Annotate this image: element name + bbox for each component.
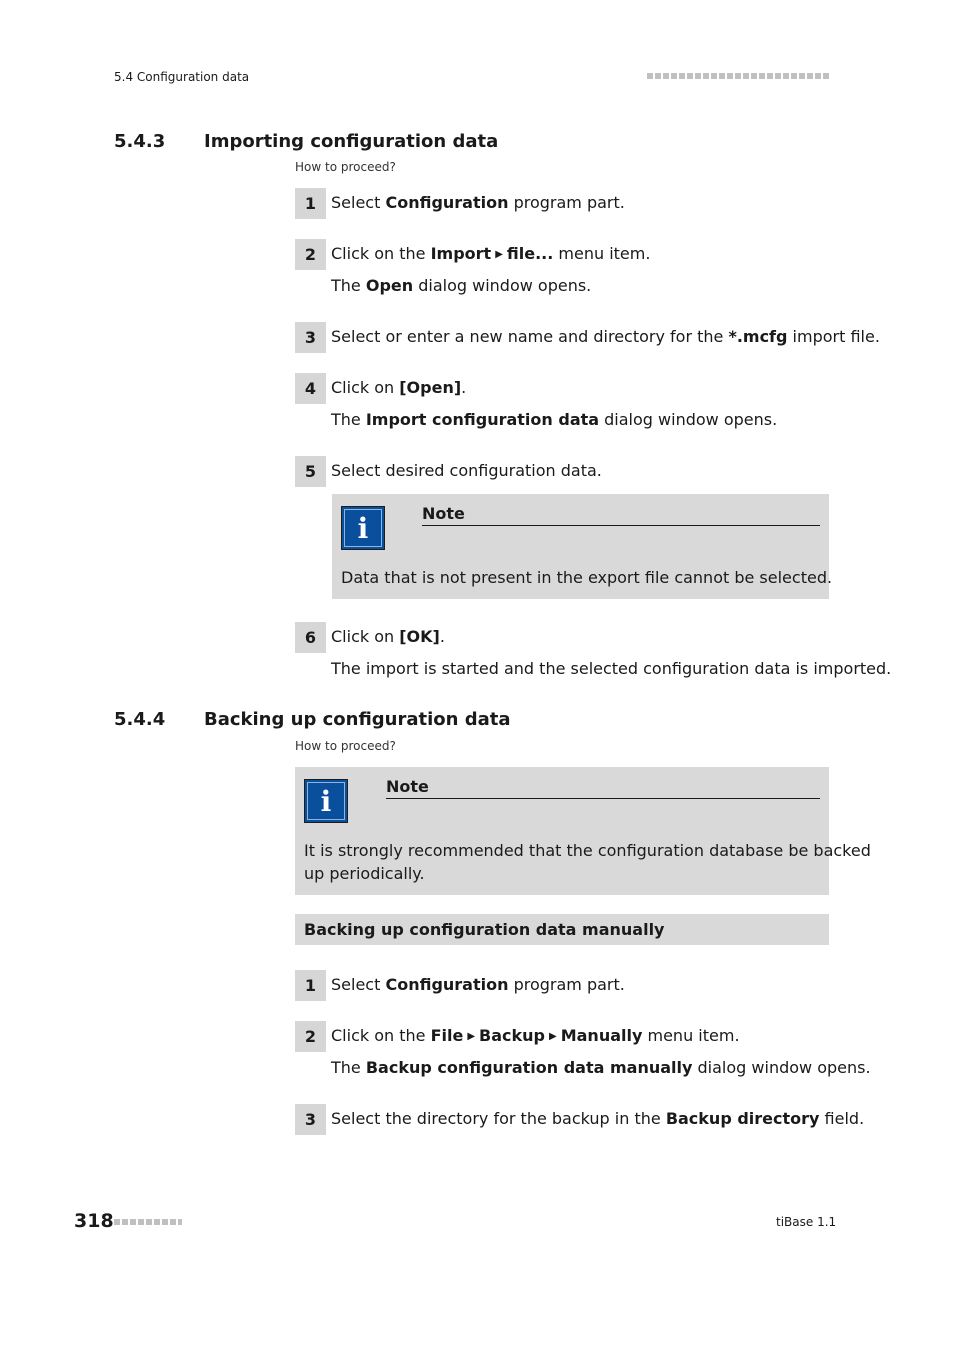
step-text: Select or enter a new name and directory for the *.mcfg import file. xyxy=(331,327,880,346)
step-text: Select Configuration program part. xyxy=(331,193,625,212)
step-number: 1 xyxy=(295,970,326,1001)
section-number: 5.4.4 xyxy=(114,709,166,730)
step-result: The Backup configuration data manually dialog window opens. xyxy=(331,1058,871,1077)
step-number: 4 xyxy=(295,373,326,404)
how-to-proceed: How to proceed? xyxy=(295,160,396,174)
note-body: Data that is not present in the export file cannot be selected. xyxy=(341,568,833,587)
note-box xyxy=(332,494,833,599)
step-number: 2 xyxy=(295,1021,326,1052)
header-decoration xyxy=(647,73,829,79)
step-number: 1 xyxy=(295,188,326,219)
step-number: 2 xyxy=(295,239,326,270)
triangle-right-icon: ▶ xyxy=(495,249,503,260)
note-body-line: up periodically. xyxy=(304,864,425,883)
step-result: The import is started and the selected configuration data is imported. xyxy=(331,659,892,678)
footer-decoration xyxy=(114,1219,182,1225)
page-number: 318 xyxy=(74,1210,114,1232)
running-header: 5.4 Configuration data xyxy=(114,70,250,84)
section-title: Importing configuration data xyxy=(204,131,499,152)
triangle-right-icon: ▶ xyxy=(467,1031,476,1042)
step-text: Click on the File ▶ Backup ▶ Manually menu item. xyxy=(331,1026,740,1045)
step-text: Click on the Import ▶ file... menu item. xyxy=(331,244,651,263)
product-name: tiBase 1.1 xyxy=(776,1215,837,1229)
step-number: 6 xyxy=(295,622,326,653)
note-body-line: It is strongly recommended that the configuration database be backed xyxy=(304,841,871,860)
info-icon: i xyxy=(304,779,348,823)
step-text: Select the directory for the backup in the Backup directory field. xyxy=(331,1109,865,1128)
info-icon: i xyxy=(341,506,385,550)
note-box xyxy=(295,767,871,895)
triangle-right-icon: ▶ xyxy=(549,1031,557,1042)
step-text: Select desired configuration data. xyxy=(331,461,602,480)
step-number: 3 xyxy=(295,322,326,353)
how-to-proceed: How to proceed? xyxy=(295,739,396,753)
step-text: Select Configuration program part. xyxy=(331,975,625,994)
section-number: 5.4.3 xyxy=(114,131,166,152)
note-title: Note xyxy=(386,777,820,799)
note-title: Note xyxy=(422,504,820,526)
subheading: Backing up configuration data manually xyxy=(295,914,829,945)
step-number: 3 xyxy=(295,1104,326,1135)
step-number: 5 xyxy=(295,456,326,487)
section-title: Backing up configuration data xyxy=(204,709,511,730)
step-result: The Open dialog window opens. xyxy=(331,276,592,295)
step-text: Click on [Open]. xyxy=(331,378,467,397)
step-text: Click on [OK]. xyxy=(331,627,445,646)
step-result: The Import configuration data dialog window opens. xyxy=(331,410,778,429)
